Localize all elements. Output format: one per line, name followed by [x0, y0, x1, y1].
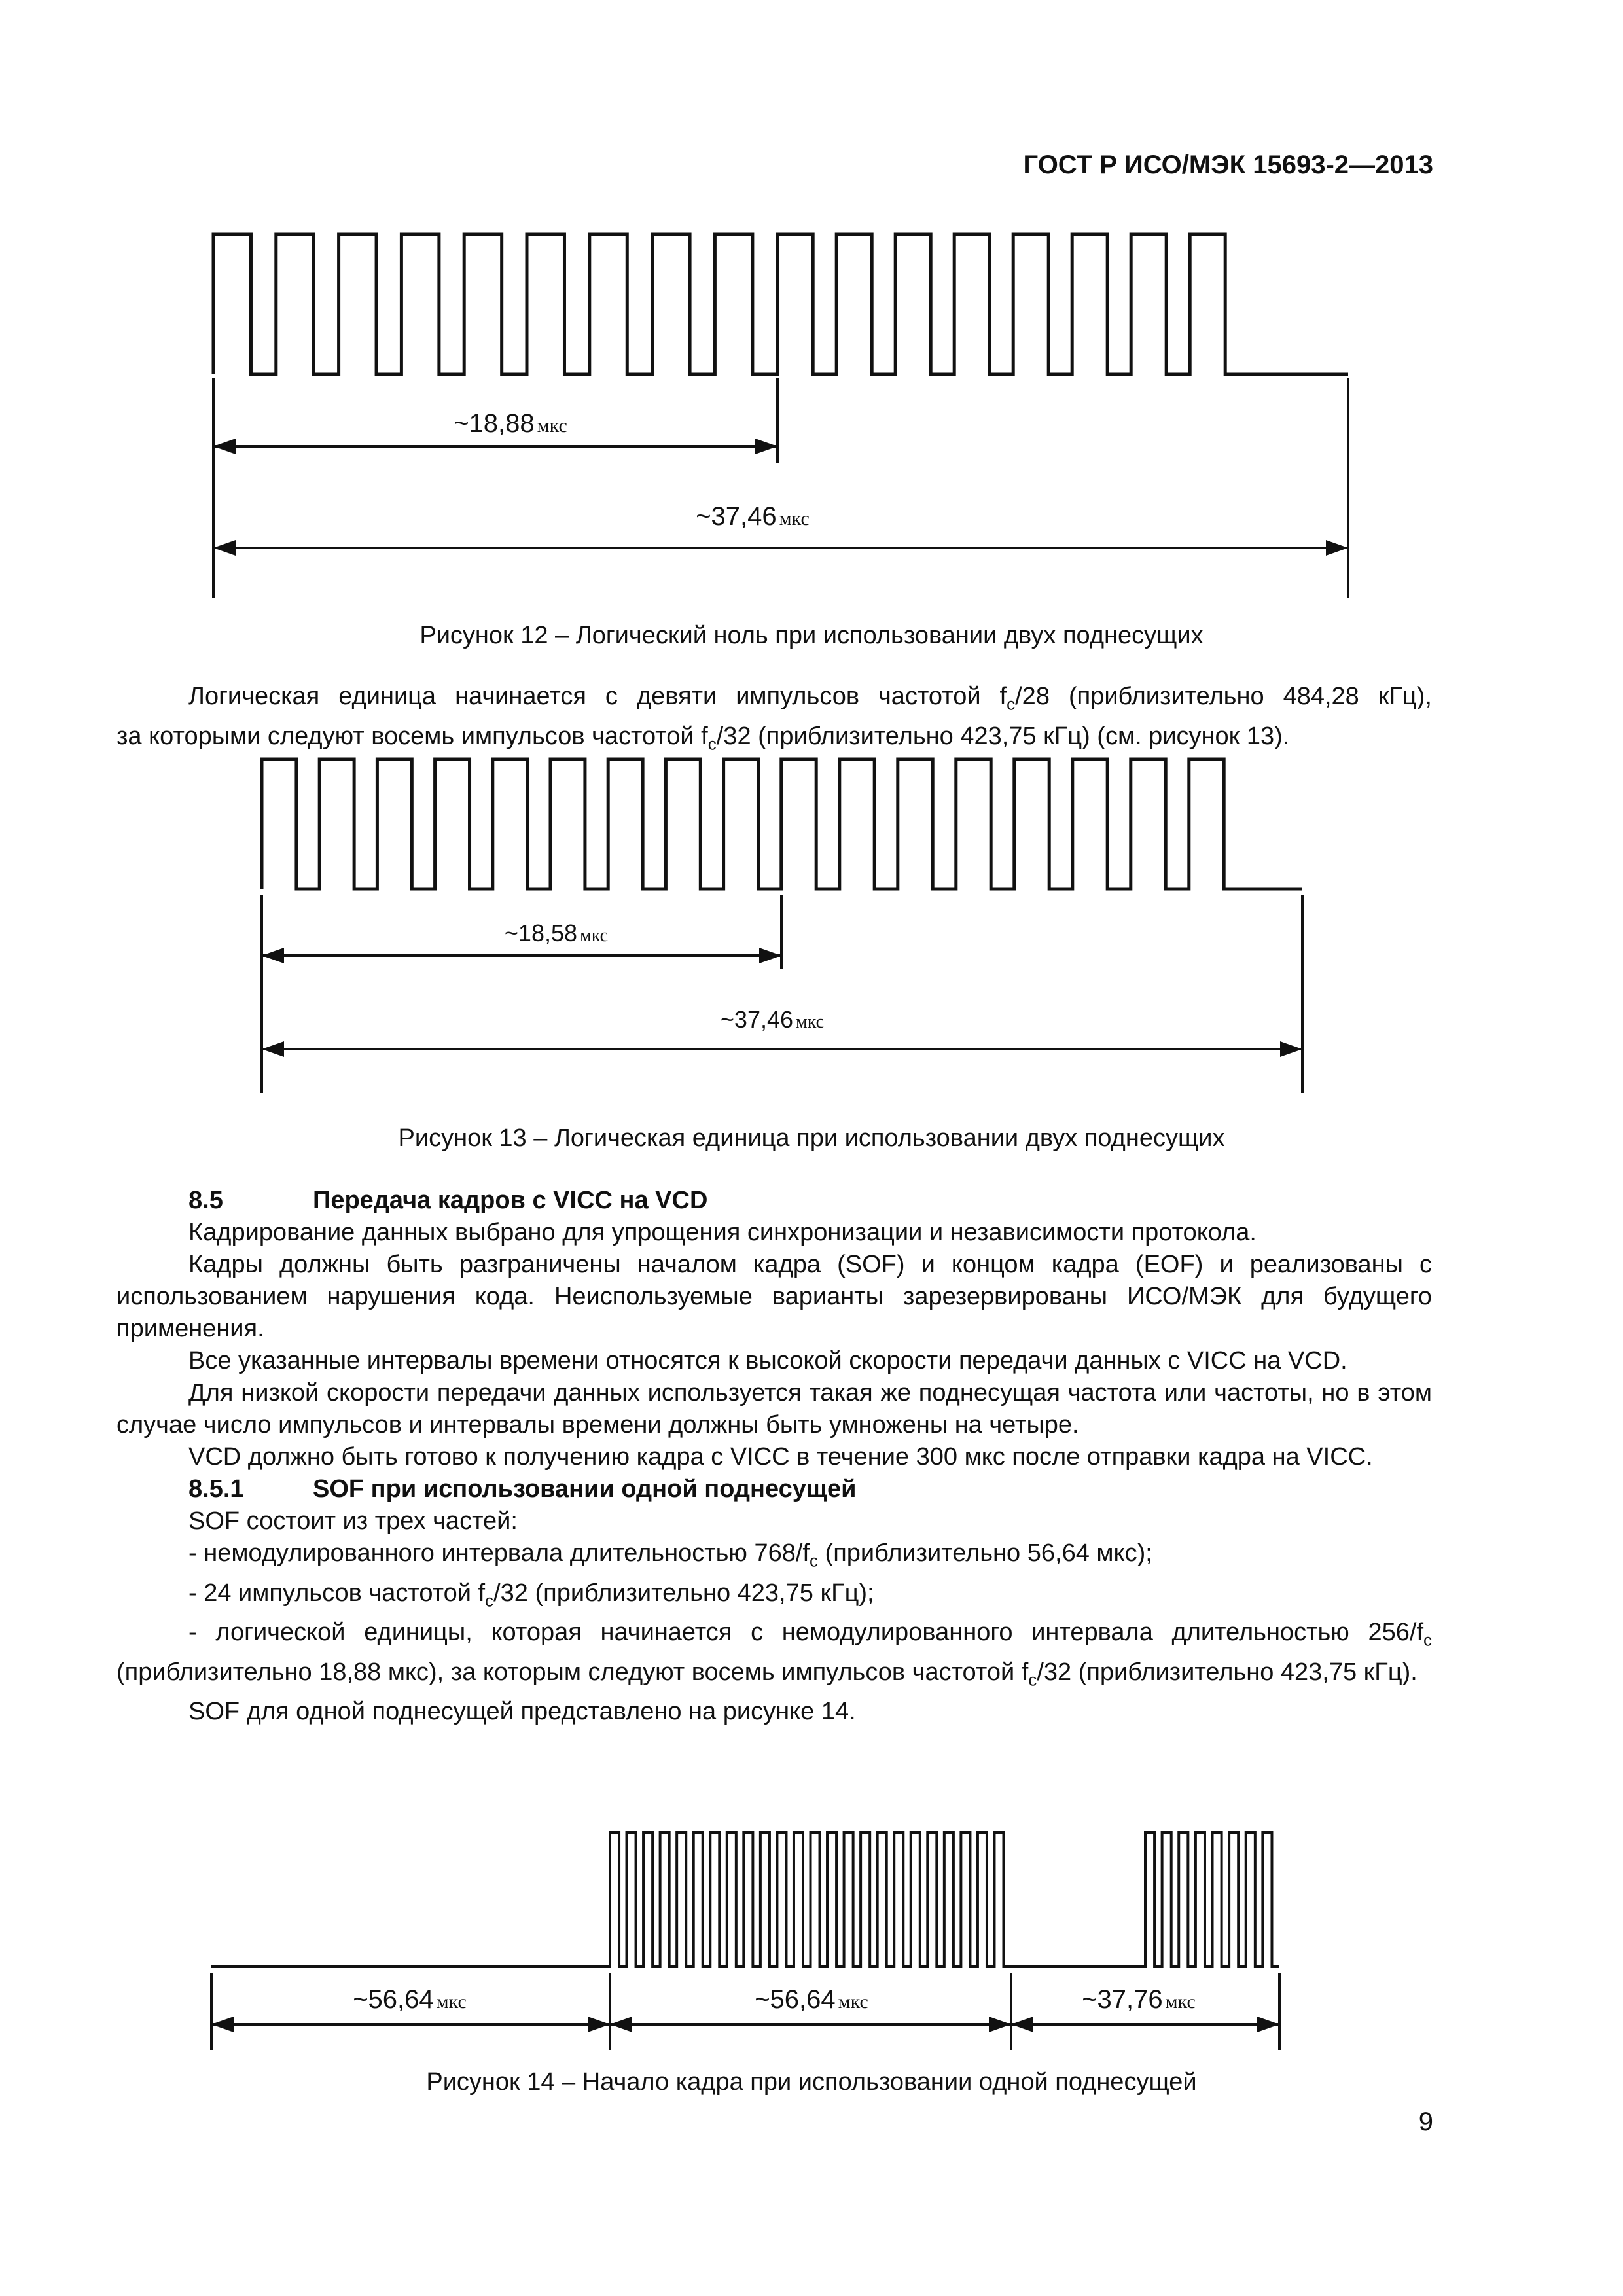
fig12-waveform [213, 234, 1348, 374]
figure-14-caption: Рисунок 14 – Начало кадра при использовании одной поднесущей [426, 2068, 1197, 2096]
fig12-arrowhead [213, 540, 236, 556]
figure-12-caption: Рисунок 12 – Логический ноль при использовании двух поднесущих [419, 622, 1204, 649]
fig12-label-b: ~37,46 мкс [696, 502, 810, 531]
figure-14-timing-diagram [0, 1806, 1623, 2055]
fig14-label-c: ~37,76 мкс [1082, 1985, 1196, 2014]
fig12-arrowhead [1326, 540, 1348, 556]
subsection-heading: 8.5.1 SOF при использовании одной поднесущей [188, 1475, 857, 1503]
fig12-arrowhead [755, 439, 777, 454]
fig12-label-a: ~18,88 мкс [454, 409, 567, 438]
page-number: 9 [1418, 2108, 1433, 2136]
figure-13-caption: Рисунок 13 – Логическая единица при использовании двух поднесущих [398, 1124, 1225, 1152]
fig14-arrowhead [588, 2017, 610, 2032]
fig14-arrowhead [989, 2017, 1011, 2032]
fig14-arrowhead [1257, 2017, 1279, 2032]
paragraph-logic-one: Логическая единица начинается с девяти импульсов частотой $f_c/28$ (приблизительно 484,28 кГц), за которыми следуют восемь импульсов частотой $f_c/32$ (приблизительно 423,75 кГц) (см. рисунок 13). [116, 683, 1432, 754]
fig13-waveform [262, 759, 1302, 889]
fig13-arrowhead [262, 948, 284, 963]
fig14-arrowhead [610, 2017, 632, 2032]
fig14-waveform [211, 1833, 1279, 1967]
fig14-label-b: ~56,64 мкс [755, 1985, 868, 2014]
section-heading: 8.5 Передача кадров с VICC на VCD [188, 1187, 708, 1214]
section-8-5: 8.5 Передача кадров с VICC на VCD Кадрирование данных выбрано для упрощения синхронизации и независимости протокола. Кадры должны быть разграничены началом кадра (SOF) и концом кадра (EOF) и реализованы с использованием нарушения кода. Неиспользуемые варианты зарезервированы ИСО/МЭК для будущего применения. Все указанные интервалы времени относятся к высокой скорости передачи данных с VICC на VCD. Для низкой скорости передачи данных используется такая же поднесущая частота или частоты, но в этом случае число импульсов и интервалы времени должны быть умножены на четыре. VCD должно быть готово к получению кадра с VICC в течение 300 мкс после отправки кадра на VICC. 8.5.1 SOF при использовании одной поднесущей SOF состоит из трех частей: - немодулированного интервала длительностью $768/f_c$ (приблизительно 56,64 мкс); - 24 импульсов частотой $f_c/32$ (приблизительно 423,75 кГц); - логической единицы, которая начинается с немодулированного интервала длительностью $256/f_c$ (приблизительно 18,88 мкс), за которым следуют восемь импульсов частотой $f_c/32$ (приблизительно 423,75 кГц). SOF для одной поднесущей представлено на рисунке 14. [116, 1185, 1432, 1728]
fig14-label-a: ~56,64 мкс [353, 1985, 467, 2014]
fig13-arrowhead [759, 948, 781, 963]
fig14-arrowhead [211, 2017, 234, 2032]
document-header: ГОСТ Р ИСО/МЭК 15693-2—2013 [1023, 151, 1433, 179]
fig13-arrowhead [262, 1041, 284, 1057]
fig14-arrowhead [1011, 2017, 1033, 2032]
fig12-arrowhead [213, 439, 236, 454]
fig13-arrowhead [1280, 1041, 1302, 1057]
fig13-label-a: ~18,58 мкс [504, 920, 609, 946]
fig13-label-b: ~37,46 мкс [720, 1006, 825, 1033]
figure-13-timing-diagram [0, 746, 1623, 1113]
figure-12-timing-diagram [0, 223, 1623, 615]
